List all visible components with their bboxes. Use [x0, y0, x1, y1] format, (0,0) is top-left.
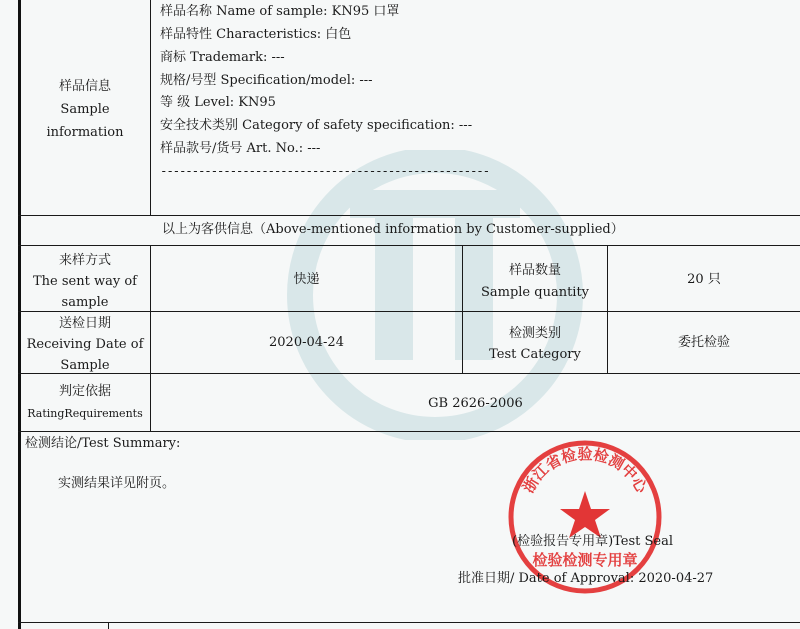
sample-line-level: 等 级 Level: KN95 — [160, 95, 276, 110]
test-seal-line: (检验报告专用章)Test Seal — [512, 534, 674, 549]
sent-way-label-zh: 来样方式 — [58, 253, 111, 268]
test-category-value: 委托检验 — [677, 335, 730, 350]
sample-line-art-no: 样品款号/货号 Art. No.: --- — [160, 141, 321, 156]
rating-value: GB 2626-2006 — [428, 396, 523, 411]
sample-quantity-value: 20 只 — [687, 272, 721, 287]
rating-label-zh: 判定依据 — [58, 384, 111, 399]
test-category-label-zh: 检测类别 — [508, 326, 561, 341]
approval-date: 批准日期/ Date of Approval: 2020-04-27 — [458, 571, 714, 586]
sample-info-label-en-2: information — [46, 125, 124, 140]
seal-star-icon — [560, 491, 610, 538]
dash-divider: ---------------------------------------------------- — [160, 163, 489, 178]
seal-ring-text: 浙江省检验检测中心 — [519, 445, 651, 497]
summary-body: 实测结果详见附页。 — [58, 476, 176, 491]
seal-bottom-text: 检验检测专用章 — [532, 551, 638, 569]
sent-way-value: 快递 — [293, 272, 320, 287]
sample-line-characteristics: 样品特性 Characteristics: 白色 — [160, 27, 352, 42]
sample-quantity-label-zh: 样品数量 — [508, 263, 561, 278]
sample-line-name: 样品名称 Name of sample: KN95 口罩 — [160, 4, 400, 19]
receiving-date-label-zh: 送检日期 — [58, 316, 111, 331]
receiving-date-label-en-1: Receiving Date of — [26, 337, 144, 352]
sample-line-trademark: 商标 Trademark: --- — [160, 50, 285, 65]
sent-way-label-en-2: sample — [61, 295, 109, 310]
sample-line-specification: 规格/号型 Specification/model: --- — [160, 73, 373, 88]
receiving-date-value: 2020-04-24 — [269, 335, 344, 350]
receiving-date-label-en-2: Sample — [60, 358, 110, 373]
sample-line-safety-category: 安全技术类别 Category of safety specification: --- — [160, 118, 473, 133]
rating-label-en: RatingRequirements — [27, 407, 143, 420]
sent-way-label-en-1: The sent way of — [33, 274, 137, 289]
sample-quantity-label-en: Sample quantity — [480, 285, 590, 300]
customer-supplied-note: 以上为客供信息（Above-mentioned information by Customer-supplied） — [162, 222, 624, 237]
summary-title: 检测结论/Test Summary: — [25, 436, 181, 451]
sample-info-label-en-1: Sample — [60, 102, 110, 117]
sample-info-label-zh: 样品信息 — [58, 79, 111, 94]
svg-text:浙江省检验检测中心 — [519, 445, 651, 497]
test-category-label-en: Test Category — [489, 347, 581, 362]
